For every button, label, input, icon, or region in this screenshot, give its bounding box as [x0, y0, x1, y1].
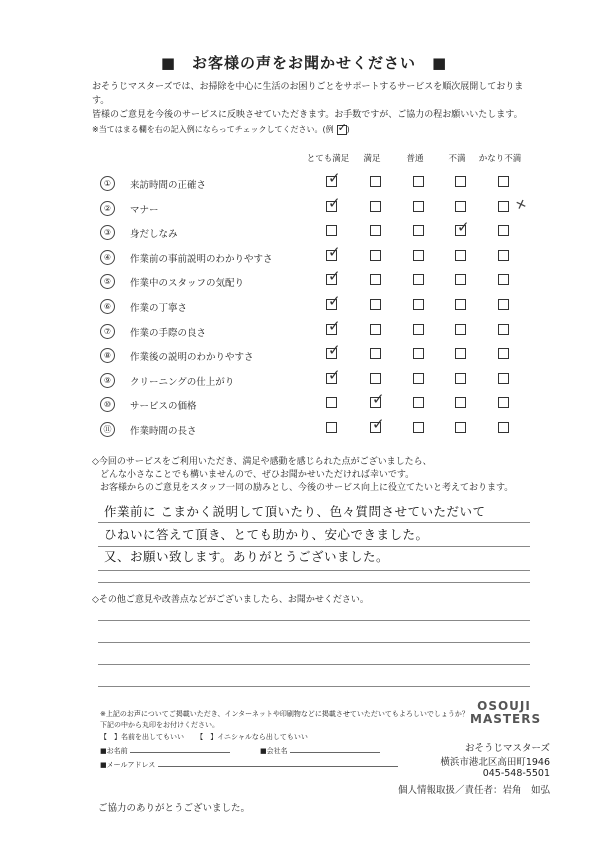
rating-row	[100, 365, 540, 395]
item-label: 作業前の事前説明のわかりやすさ	[130, 253, 273, 265]
rating-checkbox[interactable]	[455, 422, 466, 433]
rating-checkbox[interactable]	[455, 324, 466, 335]
item-label: マナー	[130, 204, 159, 216]
rating-checkbox[interactable]	[370, 250, 381, 261]
publication-note	[100, 709, 469, 731]
item-number: ③	[100, 225, 115, 240]
rating-checkbox[interactable]	[498, 274, 509, 285]
company-field-label: ■会社名	[260, 747, 288, 755]
company-name: おそうじマスターズ	[464, 743, 550, 754]
rating-checkbox[interactable]	[413, 324, 424, 335]
column-header-satisfied: 満足	[363, 154, 381, 164]
item-number: ⑪	[100, 422, 115, 437]
item-label: 身だしなみ	[130, 229, 178, 241]
check-icon: ✓	[328, 169, 341, 187]
instruction-text: ※当てはまる欄を右の記入例にならってチェックしてください。(例	[92, 125, 334, 134]
item-number: ⑧	[100, 348, 115, 363]
item-label: 作業中のスタッフの気配り	[130, 278, 245, 290]
rating-checkbox[interactable]	[370, 225, 381, 236]
item-label: 作業後の説明のわかりやすさ	[130, 352, 254, 364]
company-phone: 045-548-5501	[482, 768, 550, 779]
rating-checkbox[interactable]	[498, 422, 509, 433]
privacy-contact: 個人情報取扱／責任者：岩角 如弘	[397, 785, 550, 796]
rating-checkbox[interactable]	[413, 225, 424, 236]
intro-text	[92, 80, 532, 122]
intro-line-2: 皆様のご意見を今後のサービスに反映させていただきます。お手数ですが、ご協力の程お願いいたします。	[92, 110, 523, 120]
feedback-prompt-line-2: どんな小さなことでも構いませんので、ぜひお聞かせいただければ幸いです。	[100, 470, 415, 480]
rating-row	[100, 267, 540, 296]
rating-checkbox[interactable]	[413, 348, 424, 359]
handwritten-line-1: 作業前に こまかく説明して頂いたり、色々質問させていただいて	[104, 504, 486, 519]
rating-checkbox[interactable]	[413, 422, 424, 433]
check-icon: ✓	[328, 242, 341, 261]
rating-checkbox[interactable]	[370, 390, 385, 409]
check-icon: ✓	[328, 316, 341, 335]
item-label: サービスの価格	[130, 401, 197, 413]
item-label: 来訪時間の正確さ	[130, 180, 207, 191]
check-icon: ✓	[372, 415, 385, 433]
column-header-dissatisfied: 不満	[448, 154, 466, 164]
intro-line-1: おそうじマスターズでは、お掃除を中心に生活のお困りごとをサポートするサービスを順次展開しております。	[92, 82, 524, 106]
rating-checkbox[interactable]	[498, 250, 509, 261]
rating-checkbox[interactable]	[498, 176, 509, 187]
rating-checkbox[interactable]	[455, 373, 466, 384]
rating-checkbox[interactable]	[326, 422, 337, 433]
rating-checkbox[interactable]	[370, 324, 381, 335]
check-icon: ✓	[328, 365, 341, 384]
check-icon: ✓	[372, 390, 385, 409]
item-label: 作業の丁寧さ	[130, 303, 188, 314]
check-icon: ✓	[328, 292, 341, 310]
rating-checkbox[interactable]	[370, 201, 381, 212]
rating-checkbox[interactable]	[498, 397, 509, 408]
rating-checkbox[interactable]	[498, 299, 509, 310]
publication-options	[100, 732, 308, 742]
check-icon: ✓	[328, 341, 341, 360]
rating-checkbox[interactable]	[370, 373, 381, 384]
column-header-neutral: 普通	[406, 154, 424, 164]
rating-checkbox[interactable]	[370, 299, 381, 310]
rating-checkbox[interactable]	[455, 348, 466, 359]
logo-line-2: MASTERS	[470, 712, 542, 726]
column-header-very-dissatisfied: かなり不満	[478, 154, 522, 164]
rating-checkbox[interactable]	[370, 176, 381, 187]
rating-checkbox[interactable]	[326, 267, 341, 286]
rating-checkbox[interactable]	[326, 316, 341, 335]
rating-row	[100, 341, 540, 370]
rating-checkbox[interactable]	[326, 193, 341, 212]
answer-line	[98, 582, 530, 583]
answer-line	[98, 664, 530, 665]
rating-checkbox[interactable]	[326, 242, 341, 261]
rating-checkbox[interactable]	[413, 397, 424, 408]
feedback-prompt-line-1: ◇今回のサービスをご利用いただき、満足や感動を感じられた点がございましたら、	[92, 457, 432, 467]
other-feedback-prompt: ◇その他ご意見や改善点などがございましたら、お聞かせください。	[92, 595, 369, 605]
email-field[interactable]	[100, 760, 398, 770]
rating-checkbox[interactable]	[413, 373, 424, 384]
item-label: クリーニングの仕上がり	[130, 376, 235, 388]
item-number: ④	[100, 250, 115, 265]
check-icon: ✓	[328, 193, 341, 212]
rating-checkbox[interactable]	[498, 324, 509, 335]
publication-note-line-2: 下記の中から丸印をお付けください。	[100, 721, 219, 729]
feedback-prompt-line-3: お客様からのご意見をスタッフ一同の励みとし、今後のサービス向上に役立てたいと考えております。	[100, 483, 514, 493]
answer-line	[98, 522, 530, 523]
rating-checkbox[interactable]	[413, 299, 424, 310]
rating-checkbox[interactable]	[326, 225, 337, 236]
logo-line-1: OSOUJI	[477, 699, 531, 713]
thanks-text: ご協力のありがとうございました。	[98, 803, 251, 814]
rating-row	[100, 193, 540, 223]
answer-line	[98, 642, 530, 643]
rating-row	[100, 390, 540, 419]
rating-row	[100, 242, 540, 272]
item-label: 作業の手際の良さ	[130, 327, 207, 339]
rating-checkbox[interactable]	[498, 373, 509, 384]
item-number: ⑩	[100, 397, 115, 412]
rating-checkbox[interactable]	[455, 218, 470, 237]
page-title: ■ お客様の声をお聞かせください ■	[160, 54, 448, 72]
item-number: ⑤	[100, 274, 115, 289]
company-address: 横浜市港北区高田町1946	[440, 757, 550, 768]
rating-checkbox[interactable]	[326, 292, 341, 310]
rating-checkbox[interactable]	[455, 201, 466, 212]
rating-checkbox[interactable]	[498, 225, 509, 236]
check-icon: ✓	[457, 218, 470, 237]
name-field-label: ■お名前	[100, 747, 128, 755]
check-icon: ✓	[337, 120, 347, 134]
answer-line	[98, 620, 530, 621]
rating-row	[100, 218, 540, 247]
publication-note-line-1: ※上記のお声についてご掲載いただき、インターネットや印刷物などに掲載させていただいてもよろしいでしょうか？	[100, 710, 469, 718]
instruction-end: )	[346, 125, 350, 134]
company-logo	[470, 699, 542, 726]
item-number: ⑨	[100, 373, 115, 388]
rating-row	[100, 169, 540, 198]
rating-row	[100, 316, 540, 346]
item-number: ②	[100, 201, 115, 216]
check-icon: ✓	[328, 267, 341, 286]
rating-checkbox[interactable]	[326, 365, 341, 384]
rating-checkbox[interactable]	[498, 201, 509, 212]
rating-checkbox[interactable]	[455, 250, 466, 261]
rating-checkbox[interactable]	[413, 250, 424, 261]
answer-line	[98, 570, 530, 571]
item-label: 作業時間の長さ	[130, 426, 197, 437]
rating-checkbox[interactable]	[455, 274, 466, 285]
email-field-label: ■メールアドレス	[100, 761, 156, 769]
company-field[interactable]	[260, 746, 380, 756]
rating-checkbox[interactable]	[326, 169, 341, 187]
rating-checkbox[interactable]	[498, 348, 509, 359]
handwritten-line-2: ひねいに答えて頂き、とても助かり、安心できました。	[104, 527, 429, 542]
rating-checkbox[interactable]	[455, 397, 466, 408]
option-name-ok[interactable]: 【 】名前を出してもいい	[100, 733, 184, 741]
rating-checkbox[interactable]	[455, 299, 466, 310]
rating-row	[100, 292, 540, 321]
rating-checkbox[interactable]	[413, 274, 424, 285]
rating-checkbox[interactable]	[326, 397, 337, 408]
rating-checkbox[interactable]	[326, 341, 341, 360]
rating-checkbox[interactable]	[413, 201, 424, 212]
rating-checkbox[interactable]	[370, 274, 381, 285]
rating-row	[100, 415, 540, 444]
rating-checkbox[interactable]	[370, 415, 385, 433]
margin-pen-mark: ✕	[513, 196, 530, 215]
item-number: ⑦	[100, 324, 115, 339]
item-number: ⑥	[100, 299, 115, 314]
example-checkbox	[337, 120, 347, 135]
name-field[interactable]	[100, 746, 230, 756]
item-number: ①	[100, 176, 115, 191]
rating-checkbox[interactable]	[370, 348, 381, 359]
handwritten-line-3: 又、お願い致します。ありがとうございました。	[104, 549, 390, 564]
column-header-very-satisfied: とても満足	[306, 154, 350, 164]
rating-checkbox[interactable]	[455, 176, 466, 187]
feedback-prompt	[92, 456, 513, 495]
rating-checkbox[interactable]	[413, 176, 424, 187]
option-initials-ok[interactable]: 【 】イニシャルなら出してもいい	[196, 733, 308, 741]
instruction	[92, 120, 350, 135]
answer-line	[98, 686, 530, 687]
